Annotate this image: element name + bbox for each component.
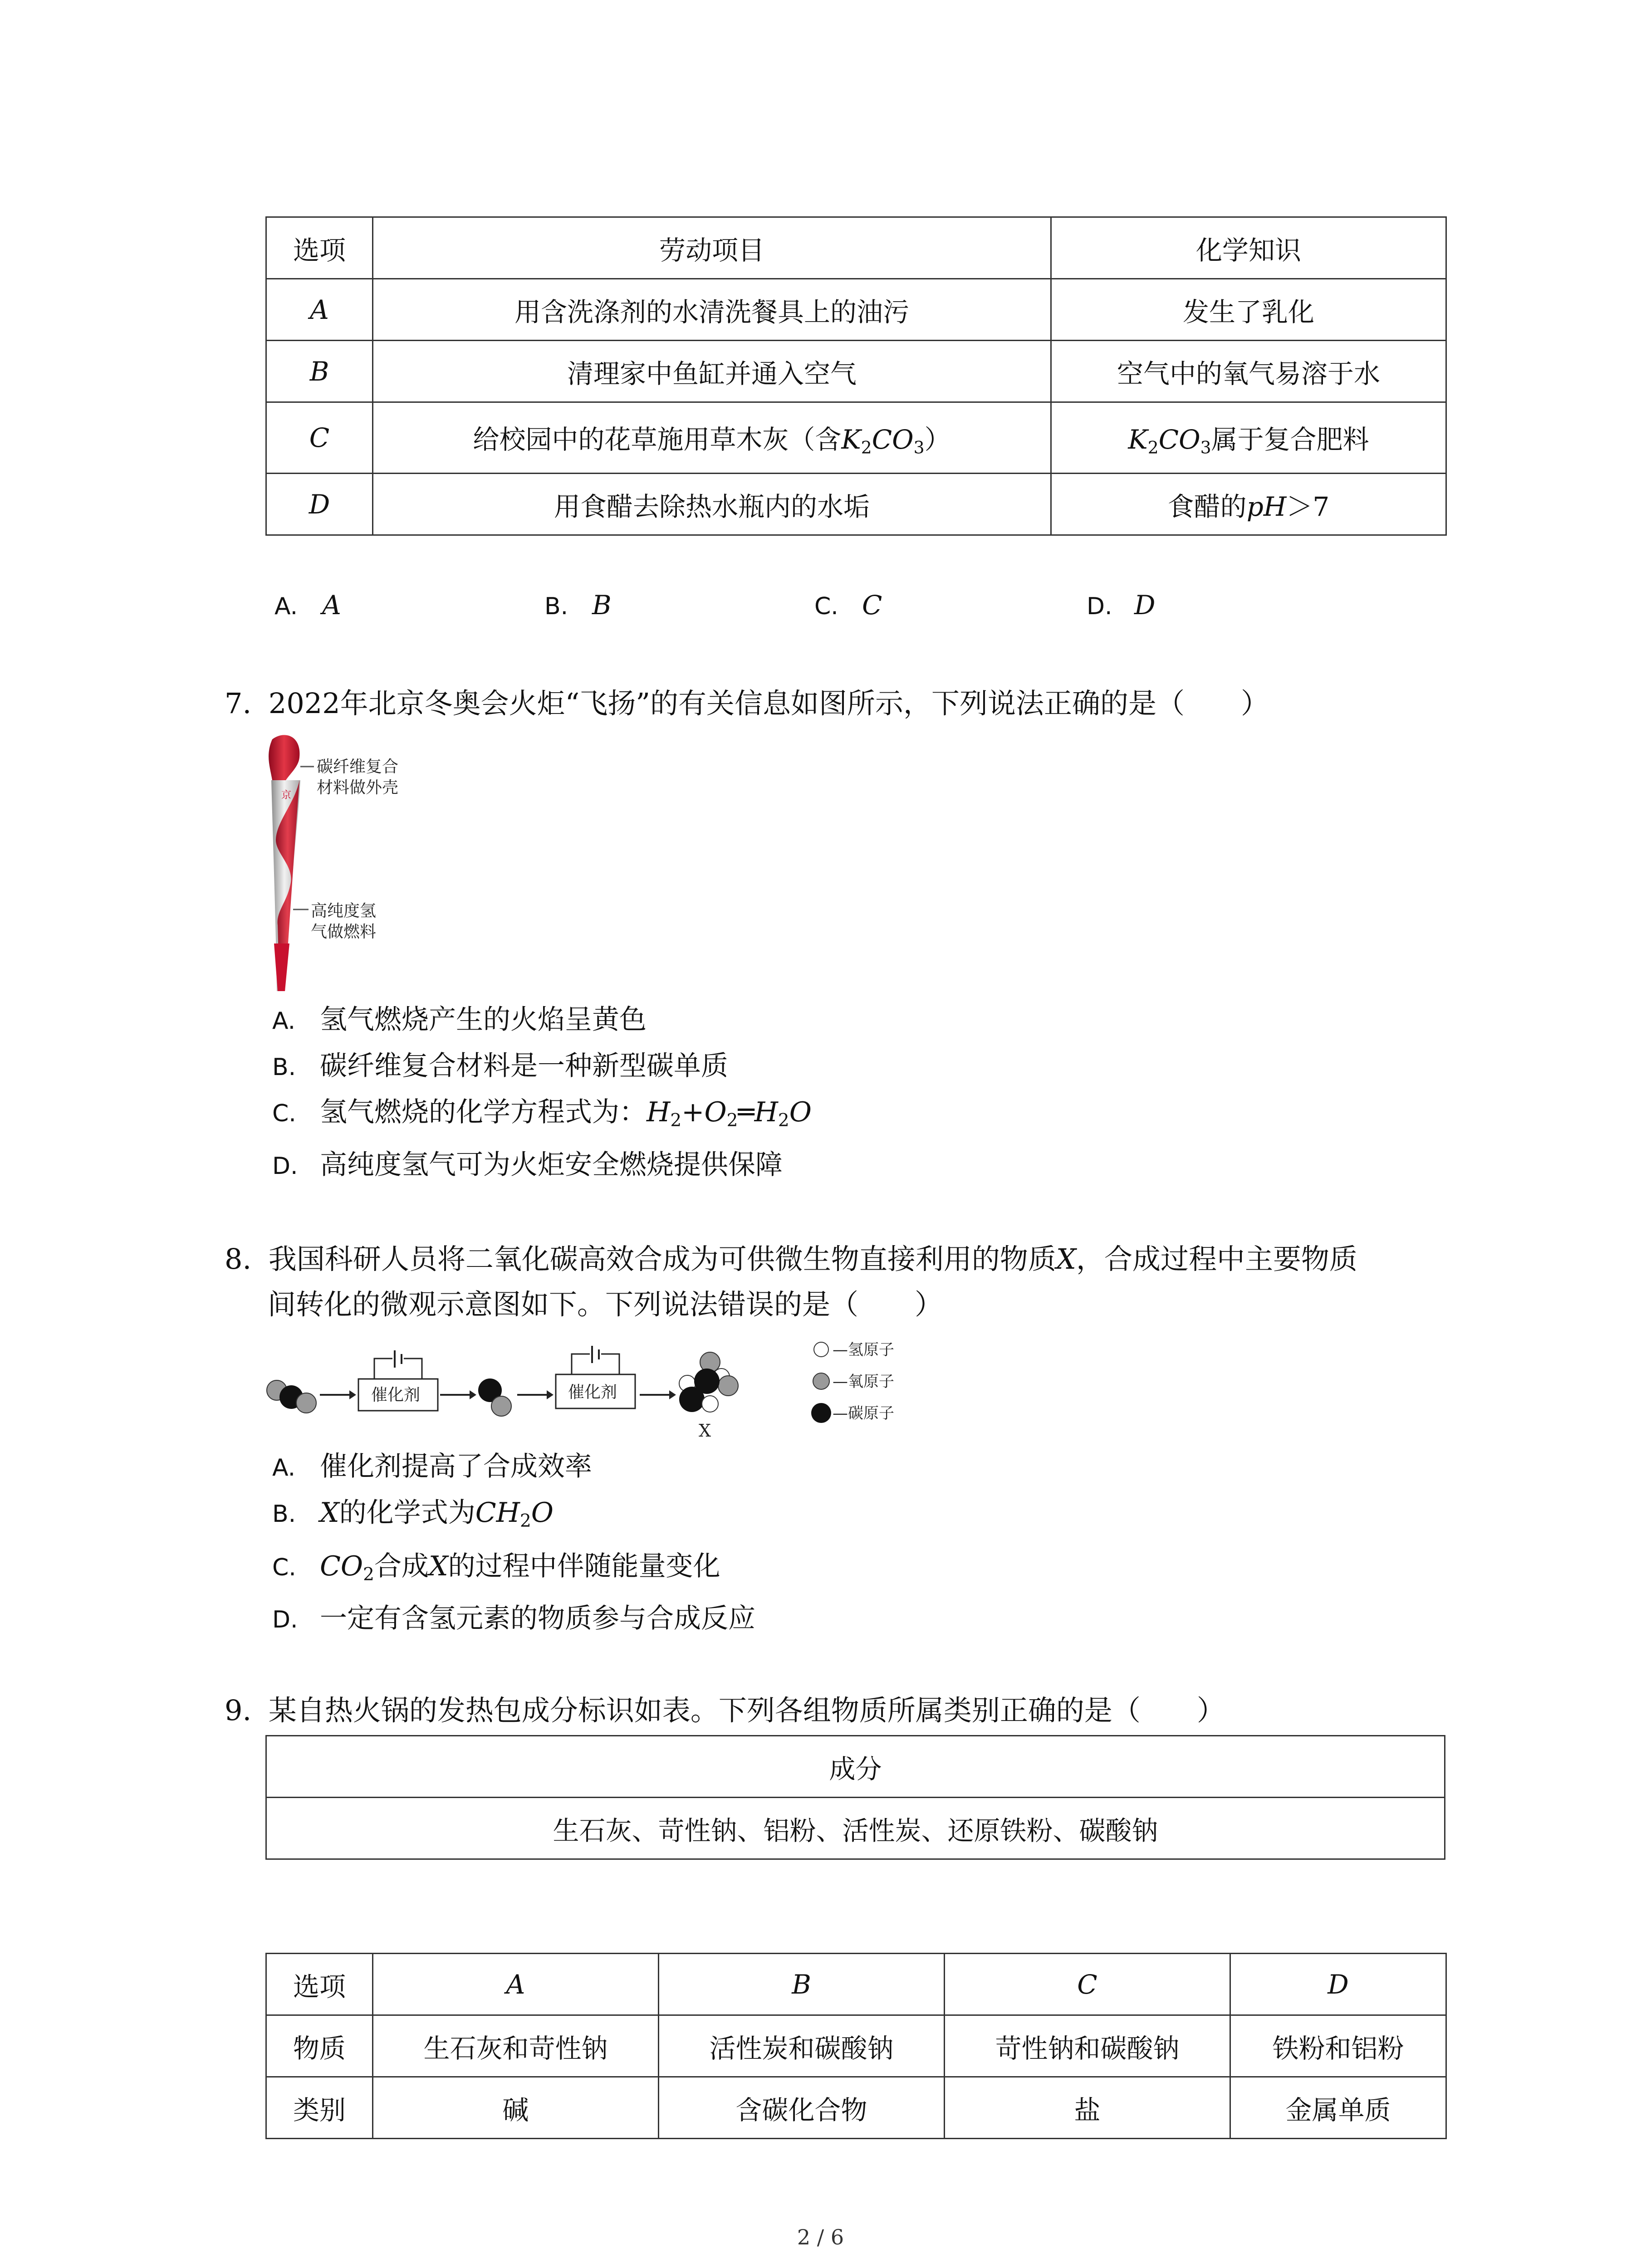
table-header-option: 选项 (266, 217, 373, 279)
question-number: 9. (225, 1694, 252, 1727)
substance-cell: 苛性钠和碳酸钠 (945, 2015, 1230, 2077)
row-header: 物质 (266, 2015, 373, 2077)
question-8 (225, 1242, 1358, 1276)
row-knowledge: 发生了乳化 (1051, 279, 1446, 341)
table-row (266, 279, 1446, 341)
option-c[interactable]: C. 氢气燃烧的化学方程式为：$H_2+O_2═H_2O$ (272, 1096, 812, 1131)
substance-cell: 活性炭和碳酸钠 (659, 2015, 945, 2077)
figure-label: 气做燃料 (311, 923, 377, 941)
row-option: A (266, 279, 373, 341)
option-d[interactable]: D. 高纯度氢气可为火炬安全燃烧提供保障 (272, 1149, 783, 1181)
figure-label: 碳纤维复合 (317, 758, 399, 776)
row-option: B (266, 341, 373, 402)
choice-b[interactable]: B. B (544, 590, 612, 621)
question-stem: 我国科研人员将二氧化碳高效合成为可供微生物直接利用的物质X，合成过程中主要物质 (268, 1242, 1358, 1276)
row-option: C (266, 402, 373, 474)
row-header: 选项 (266, 1954, 373, 2015)
oxygen-legend-icon (813, 1373, 829, 1389)
page-number: 2 / 6 (797, 2225, 844, 2249)
option-c[interactable]: C. $CO_2$合成X的过程中伴随能量变化 (272, 1550, 720, 1585)
product-label: X (699, 1421, 711, 1440)
torch-figure (263, 730, 472, 993)
question-stem: 某自热火锅的发热包成分标识如表。下列各组物质所属类别正确的是（ ） (268, 1694, 1225, 1727)
labor-knowledge-table (265, 216, 1447, 536)
row-knowledge: $K_2CO_3$属于复合肥料 (1051, 402, 1446, 474)
torch-emblem: 京 (281, 790, 292, 801)
option-a[interactable]: A. 催化剂提高了合成效率 (272, 1451, 592, 1482)
carbon-legend-icon (811, 1403, 831, 1423)
ingredients-header: 成分 (266, 1736, 1445, 1798)
catalyst-label: 催化剂 (568, 1383, 617, 1402)
oxygen-atom (296, 1393, 316, 1413)
question-9 (225, 1696, 1225, 1725)
option-b[interactable]: B. 碳纤维复合材料是一种新型碳单质 (272, 1050, 728, 1082)
option-cell: A (373, 1954, 659, 2015)
oxygen-atom (491, 1396, 511, 1416)
category-cell: 含碳化合物 (659, 2077, 945, 2139)
row-project: 清理家中鱼缸并通入空气 (373, 341, 1051, 402)
table-row (266, 341, 1446, 402)
option-cell: B (659, 1954, 945, 2015)
table-row (266, 474, 1446, 535)
category-cell: 金属单质 (1230, 2077, 1446, 2139)
figure-label: 高纯度氢 (311, 902, 377, 920)
option-cell: D (1230, 1954, 1446, 2015)
hydrogen-atom (702, 1396, 718, 1412)
question-7 (225, 689, 1269, 718)
row-project: 用食醋去除热水瓶内的水垢 (373, 474, 1051, 535)
legend-hydrogen: —氢原子 (833, 1341, 894, 1359)
choice-c[interactable]: C. C (814, 590, 882, 621)
table-row (266, 1954, 1446, 2015)
row-project: 用含洗涤剂的水清洗餐具上的油污 (373, 279, 1051, 341)
category-cell: 碱 (373, 2077, 659, 2139)
option-cell: C (945, 1954, 1230, 2015)
legend-oxygen: —氧原子 (833, 1373, 894, 1391)
option-b[interactable]: B. X的化学式为$CH_2O$ (272, 1497, 554, 1531)
hydrogen-legend-icon (814, 1342, 828, 1357)
question-number: 7. (225, 687, 252, 720)
substance-cell: 生石灰和苛性钠 (373, 2015, 659, 2077)
substance-cell: 铁粉和铝粉 (1230, 2015, 1446, 2077)
row-project: 给校园中的花草施用草木灰（含$K_2CO_3$） (373, 402, 1051, 474)
category-cell: 盐 (945, 2077, 1230, 2139)
torch-lower-red (274, 943, 289, 991)
table-header-project: 劳动项目 (373, 217, 1051, 279)
ingredients-value: 生石灰、苛性钠、铝粉、活性炭、还原铁粉、碳酸钠 (266, 1798, 1445, 1859)
carbon-atom (679, 1387, 705, 1412)
question-stem-line2: 间转化的微观示意图如下。下列说法错误的是（ ） (268, 1288, 943, 1321)
question-stem: 2022年北京冬奥会火炬“飞扬”的有关信息如图所示，下列说法正确的是（ ） (268, 687, 1269, 720)
choice-d[interactable]: D. D (1087, 590, 1156, 621)
table-header-knowledge: 化学知识 (1051, 217, 1446, 279)
figure-label: 材料做外壳 (317, 778, 399, 797)
table-row (266, 2077, 1446, 2139)
option-d[interactable]: D. 一定有含氢元素的物质参与合成反应 (272, 1603, 755, 1634)
ingredients-table (265, 1735, 1445, 1860)
row-knowledge: 空气中的氧气易溶于水 (1051, 341, 1446, 402)
question-number: 8. (225, 1242, 252, 1276)
oxygen-atom (718, 1376, 738, 1396)
category-table (265, 1953, 1447, 2139)
row-knowledge: 食醋的pH＞7 (1051, 474, 1446, 535)
choice-a[interactable]: A. A (274, 590, 341, 621)
reaction-diagram (263, 1331, 944, 1440)
table-row (266, 2015, 1446, 2077)
catalyst-label: 催化剂 (371, 1386, 421, 1404)
torch-flame-top (269, 735, 299, 780)
row-option: D (266, 474, 373, 535)
option-a[interactable]: A. 氢气燃烧产生的火焰呈黄色 (272, 1004, 647, 1036)
table-row (266, 402, 1446, 474)
legend-carbon: —碳原子 (833, 1404, 894, 1422)
row-header: 类别 (266, 2077, 373, 2139)
